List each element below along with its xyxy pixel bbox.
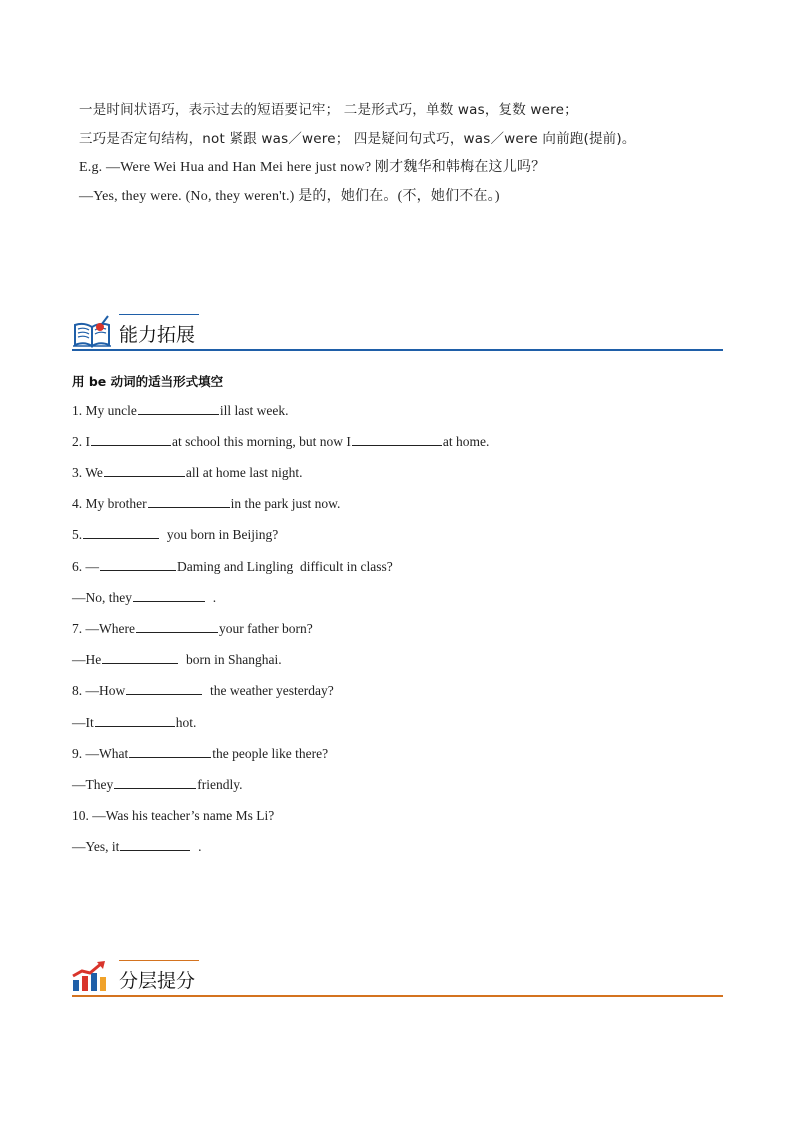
answer-blank[interactable] (91, 444, 171, 446)
rising-chart-icon (72, 960, 114, 994)
exercise-line: —Yes, it . (72, 839, 202, 854)
exercise-line: 3. We all at home last night. (72, 465, 303, 480)
exercise-line: 7. —Where your father born? (72, 621, 313, 636)
exercise-line: 1. My uncle ill last week. (72, 403, 289, 418)
answer-blank[interactable] (104, 475, 185, 477)
section-layered-rule (72, 995, 723, 997)
section-ability-topline (119, 314, 199, 315)
answer-blank[interactable] (95, 725, 175, 727)
open-book-icon (72, 315, 114, 349)
section-ability-header (72, 314, 723, 354)
section-layered-header (72, 960, 723, 1000)
exercise-line: 4. My brother in the park just now. (72, 496, 341, 511)
exercise-line: —No, they . (72, 590, 217, 605)
exercise-line: 5. you born in Beijing? (72, 527, 279, 542)
section-layered-topline (119, 960, 199, 961)
answer-blank[interactable] (83, 537, 159, 539)
note-example-answer: —Yes, they were. (No, they weren't.) 是的，她们在。(不，她们不在。) (79, 189, 500, 204)
answer-blank[interactable] (136, 631, 218, 633)
answer-blank[interactable] (126, 693, 202, 695)
section-layered-title: 分层提分 (119, 970, 196, 992)
section-ability-rule (72, 349, 723, 351)
exercise-line: 2. I at school this morning, but now I at home. (72, 434, 490, 449)
exercise-line: —He born in Shanghai. (72, 652, 282, 667)
answer-blank[interactable] (102, 662, 178, 664)
answer-blank[interactable] (129, 756, 211, 758)
note-line-1: 一是时间状语巧，表示过去的短语要记牢； 二是形式巧，单数 was，复数 were； (79, 102, 578, 118)
section-ability-title: 能力拓展 (119, 324, 196, 346)
exercise-line: —It hot. (72, 715, 197, 730)
exercise-line: 10. —Was his teacher’s name Ms Li? (72, 808, 275, 823)
exercise-line: 9. —What the people like there? (72, 746, 329, 761)
answer-blank[interactable] (100, 569, 176, 571)
answer-blank[interactable] (114, 787, 196, 789)
exercise-line: 8. —How the weather yesterday? (72, 683, 334, 698)
exercise-line: —They friendly. (72, 777, 243, 792)
answer-blank[interactable] (138, 413, 219, 415)
exercise-line: 6. — Daming and Lingling difficult in class? (72, 559, 393, 574)
answer-blank[interactable] (120, 849, 190, 851)
answer-blank[interactable] (148, 506, 230, 508)
answer-blank[interactable] (352, 444, 442, 446)
note-example-question: E.g. —Were Wei Hua and Han Mei here just now? 刚才魏华和韩梅在这儿吗？ (79, 160, 546, 175)
exercise-instruction: 用 be 动词的适当形式填空 (72, 374, 224, 389)
answer-blank[interactable] (133, 600, 205, 602)
note-line-2: 三巧是否定句结构，not 紧跟 was／were； 四是疑问句式巧，was／were 向前跑(提前)。 (79, 131, 636, 147)
